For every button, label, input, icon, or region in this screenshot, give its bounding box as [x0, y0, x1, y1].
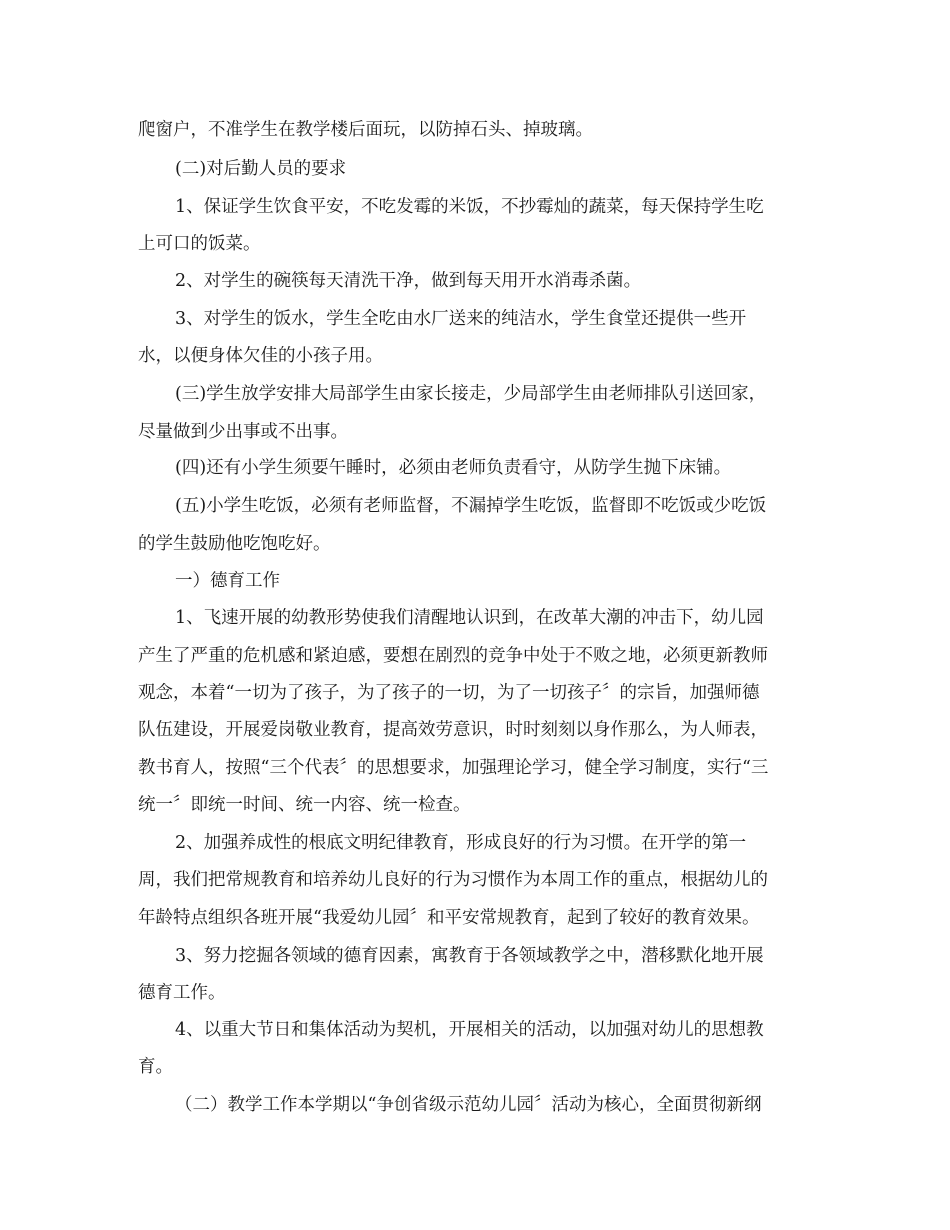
text-line: 2、加强养成性的根底文明纪律教育，形成良好的行为习惯。在开学的第一 [175, 833, 747, 853]
text-line: 上可口的饭菜。 [138, 234, 261, 254]
text-line: 2、对学生的碗筷每天清洗干净，做到每天用开水消毒杀菌。 [175, 271, 642, 291]
text-line: 产生了严重的危机感和紧迫感，要想在剧烈的竞争中处于不败之地，必须更新教师 [138, 646, 768, 666]
text-line: 的学生鼓励他吃饱吃好。 [138, 534, 331, 554]
section-heading: （二）教学工作本学期以“争创省级示范幼儿园〞活动为核心，全面贯彻新纲 [175, 1095, 762, 1115]
text-line: 3、对学生的饭水，学生全吃由水厂送来的纯洁水，学生食堂还提供一些开 [175, 309, 747, 329]
text-line: 3、努力挖掘各领域的德育因素，寓教育于各领域教学之中，潜移默化地开展 [175, 946, 764, 966]
text-line: 4、以重大节日和集体活动为契机，开展相关的活动，以加强对幼儿的思想教 [175, 1020, 764, 1040]
text-line: 周，我们把常规教育和培养幼儿良好的行为习惯作为本周工作的重点，根据幼儿的 [138, 870, 768, 890]
text-line: 队伍建设，开展爱岗敬业教育，提高效劳意识，时时刻刻以身作那么，为人师表， [138, 720, 768, 740]
section-heading: (二)对后勤人员的要求 [175, 159, 347, 179]
text-line: 德育工作。 [138, 983, 226, 1003]
text-line: 1、保证学生饮食平安，不吃发霉的米饭，不抄霉灿的蔬菜，每天保持学生吃 [175, 197, 764, 217]
text-line: 尽量做到少出事或不出事。 [138, 422, 348, 442]
text-line: 观念，本着“一切为了孩子，为了孩子的一切，为了一切孩子〞的宗旨，加强师德 [138, 683, 760, 703]
text-line: 教书育人，按照“三个代表〞的思想要求，加强理论学习，健全学习制度，实行“三 [138, 758, 769, 778]
text-line: (三)学生放学安排大局部学生由家长接走，少局部学生由老师排队引送回家， [175, 384, 767, 404]
section-heading: 一）德育工作 [175, 571, 280, 591]
text-line: 爬窗户，不准学生在教学楼后面玩，以防掉石头、掉玻璃。 [138, 120, 593, 140]
text-line: (四)还有小学生须要午睡时，必须由老师负责看守，从防学生抛下床铺。 [175, 458, 732, 478]
text-line: 统一〞即统一时间、统一内容、统一检查。 [138, 795, 471, 815]
text-line: 年龄特点组织各班开展“我爱幼儿园〞和平安常规教育，起到了较好的教育效果。 [138, 908, 760, 928]
text-line: (五)小学生吃饭，必须有老师监督，不漏掉学生吃饭，监督即不吃饭或少吃饭 [175, 496, 767, 516]
text-line: 1、飞速开展的幼教形势使我们清醒地认识到，在改革大潮的冲击下，幼儿园 [175, 608, 764, 628]
text-line: 育。 [138, 1057, 173, 1077]
text-line: 水，以便身体欠佳的小孩子用。 [138, 346, 383, 366]
